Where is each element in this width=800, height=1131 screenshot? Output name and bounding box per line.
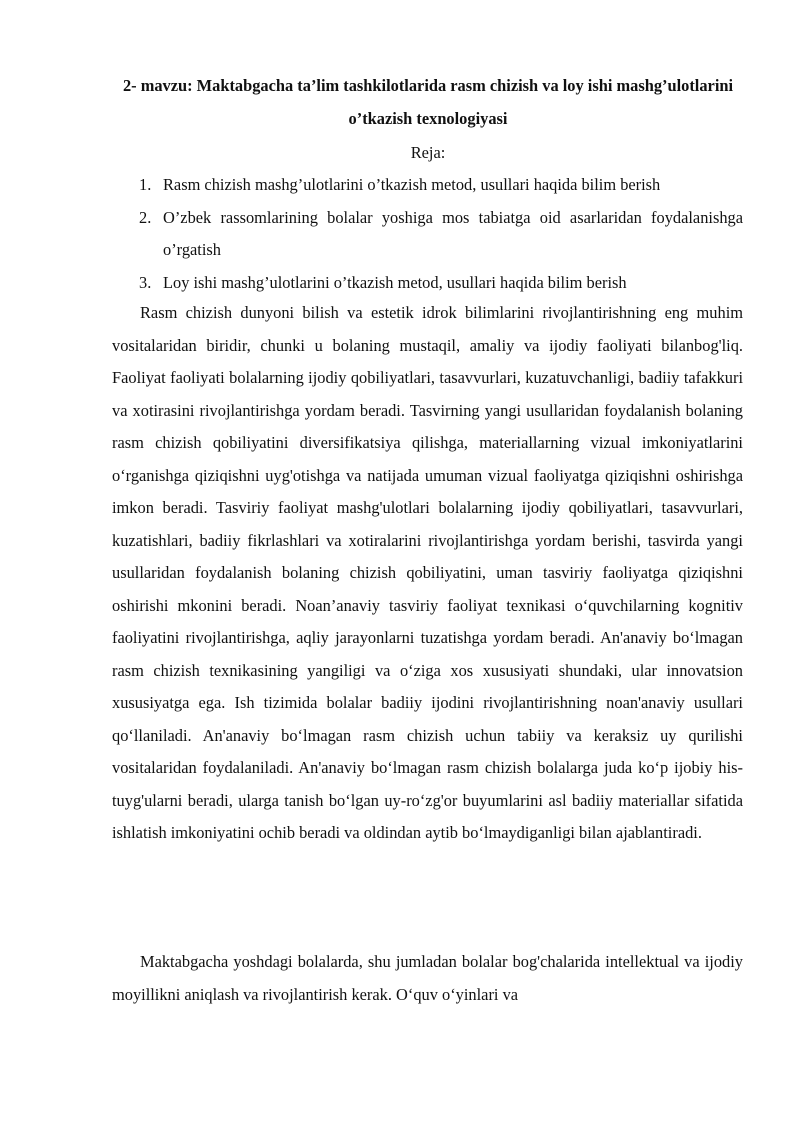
plan-item: [139, 202, 743, 267]
plan-item-number: 3.: [139, 272, 152, 292]
plan-item-number: 1.: [139, 175, 152, 194]
body-paragraph: Rasm chizish dunyoni bilish va estetik idrok bilimlarini rivojlantirishning eng muhim vositalaridan biridir, chunki u bolaning mustaqil, amaliy va ijodiy faoliyati bilanbog'liq. Faoliyat faoliyati bolalarning ijodiy qobiliyatlari, tasavvurlari, kuzatuvchanligi, badiiy tafakkuri va xotirasini rivojlantirishga yordam beradi. Tasvirning yangi usullaridan foydalanish bolaning rasm chizish qobiliyatini diversifikatsiya qilishga, materiallarning vizual imkoniyatlarini o‘rganishga qiziqishni uyg'otishga va natijada umuman vizual faoliyatga qiziqishni oshirishga imkon beradi. Tasviriy faoliyat mashg'ulotlari bolalarning ijodiy qobiliyatlari, tasavvurlari, kuzatishlari, badiiy fikrlashlari va xotiralarini rivojlantirishga yordam berishi, tasvirda yangi usullaridan foydalanish bolaning chizish qobiliyatini, uman tasviriy faoliyatga qiziqishni oshirishi mkonini beradi. Noan’anaviy tasviriy faoliyat texnikasi o‘quvchilarning kognitiv faoliyatini rivojlantirishga, aqliy jarayonlarni tuzatishga yordam beradi. An'anaviy bo‘lmagan rasm chizish texnikasining yangiligi va o‘ziga xos xususiyati shundaki, ular innovatsion xususiyatga ega. Ish tizimida bolalar badiiy ijodini rivojlantirishning noan'anaviy usullari qo‘llaniladi. An'anaviy bo‘lmagan rasm chizish uchun tabiiy va keraksiz uy qurilishi vositalaridan foydalaniladi. An'anaviy bo‘lmagan rasm chizish bolalarga juda ko‘p ijobiy his-tuyg'ularni beradi, ularga tanish bo‘lgan uy-ro‘zg'or buyumlarini asl badiiy materiallar sifatida ishlatish imkoniyatini ochib beradi va oldindan aytib bo‘lmaydiganligi bilan ajablantiradi.: [112, 303, 743, 842]
plan-item: [139, 267, 743, 300]
page-title: 2- mavzu: Maktabgacha ta’lim tashkilotlarida rasm chizish va loy ishi mashg’ulotlarini o’tkazish texnologiyasi: [122, 76, 734, 128]
plan-item-text: Rasm chizish mashg’ulotlarini o’tkazish metod, usullari haqida bilim berish: [163, 175, 661, 194]
plan-list: [139, 169, 743, 299]
plan-item: [139, 169, 743, 202]
plan-heading: Reja:: [410, 143, 446, 162]
plan-item-text: O’zbek rassomlarining bolalar yoshiga mos tabiatga oid asarlaridan foydalanishga o’rgatish: [163, 207, 743, 259]
plan-item-text: Loy ishi mashg’ulotlarini o’tkazish metod, usullari haqida bilim berish: [163, 272, 627, 292]
plan-item-number: 2.: [139, 207, 152, 227]
body-paragraph: Maktabgacha yoshdagi bolalarda, shu jumladan bolalar bog'chalarida intellektual va ijodiy moyillikni aniqlash va rivojlantirish kerak. O‘quv o‘yinlari va: [112, 952, 743, 1004]
